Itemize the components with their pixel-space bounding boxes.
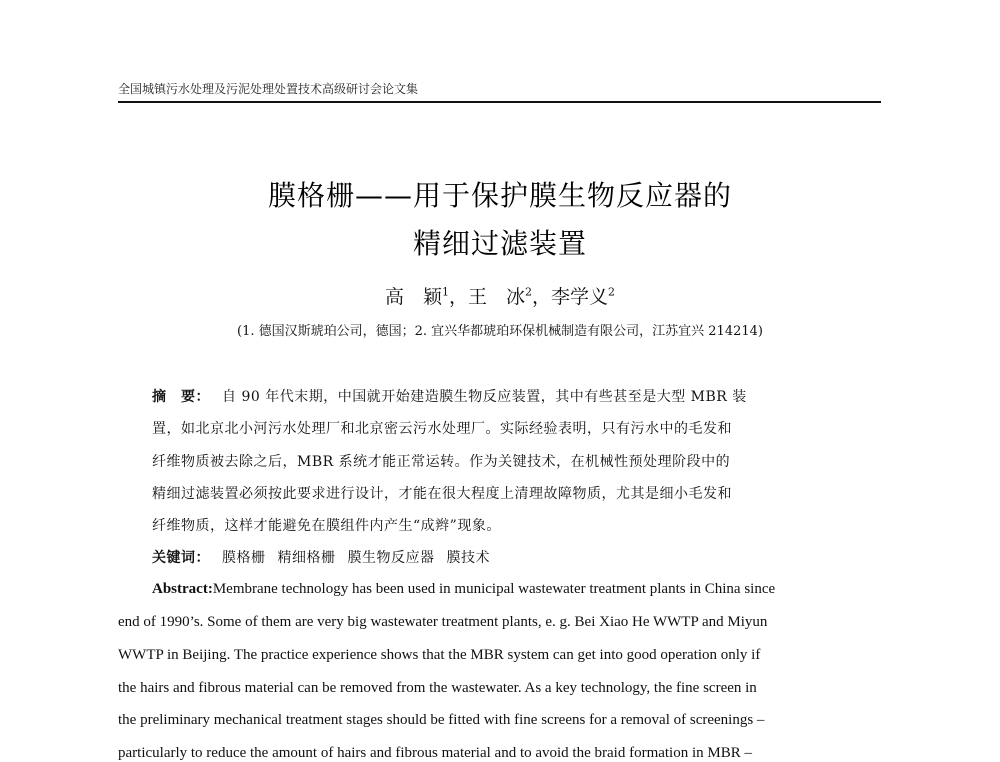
article-title-line-2: 精细过滤装置 [412,227,587,260]
abstract-en-line: particularly to reduce the amount of hairs and fibrous material and to avoid the braid formation in MBR – [118,745,752,761]
author-name: 高 颖 [384,286,442,308]
abstract-cn-line: 纤维物质，这样才能避免在膜组件内产生“成辫”现象。 [152,518,501,534]
abstract-en-line [152,581,892,598]
author-affiliation-mark: 2 [608,285,616,299]
abstract-cn-text: 自 90 年代末期，中国就开始建造膜生物反应装置，其中有些甚至是大型 MBR 装 [222,389,747,405]
running-header: 全国城镇污水处理及污泥处理处置技术高级研讨会论文集 [118,82,419,96]
author-separator: ， [532,286,552,308]
author-list [100,282,900,309]
abstract-cn-line: 纤维物质被去除之后，MBR 系统才能正常运转。作为关键技术，在机械性预处理阶段中的 [152,454,731,470]
abstract-en-line: end of 1990’s. Some of them are very big wastewater treatment plants, e. g. Bei Xiao He WWTP and Miyun [118,614,768,630]
keyword: 精细格栅 [277,550,336,566]
abstract-en-label: Abstract: [152,581,213,597]
abstract-cn-line [152,386,872,406]
article-title-line-1: 膜格栅——用于保护膜生物反应器的 [267,179,732,212]
author-affiliation-mark: 2 [525,285,532,299]
keywords-cn-label: 关键词： [152,550,210,566]
header-rule [118,101,881,103]
author-name: 李学义 [551,286,609,308]
author-affiliation-mark: 1 [441,285,449,299]
author-separator: ， [448,286,468,308]
affiliations: (1. 德国汉斯琥珀公司，德国；2. 宜兴华都琥珀环保机械制造有限公司，江苏宜兴 214214) [237,324,763,339]
abstract-cn-label: 摘 要： [152,389,210,405]
author-name: 王 冰 [467,286,525,308]
abstract-cn-line: 精细过滤装置必须按此要求进行设计，才能在很大程度上清理故障物质，尤其是细小毛发和 [152,486,732,502]
keyword: 膜生物反应器 [347,550,435,566]
abstract-cn-line: 置，如北京北小河污水处理厂和北京密云污水处理厂。实际经验表明，只有污水中的毛发和 [152,421,732,437]
abstract-en-text: Membrane technology has been used in municipal wastewater treatment plants in China since [212,581,776,597]
abstract-en-line: the preliminary mechanical treatment stages should be fitted with fine screens for a removal of screenings – [118,712,765,728]
keywords-cn [152,547,872,567]
keyword: 膜格栅 [222,550,266,566]
abstract-en-line: the hairs and fibrous material can be removed from the wastewater. As a key technology, the fine screen in [118,680,757,696]
abstract-en-line: WWTP in Beijing. The practice experience shows that the MBR system can get into good operation only if [118,647,761,663]
keyword: 膜技术 [446,550,490,566]
